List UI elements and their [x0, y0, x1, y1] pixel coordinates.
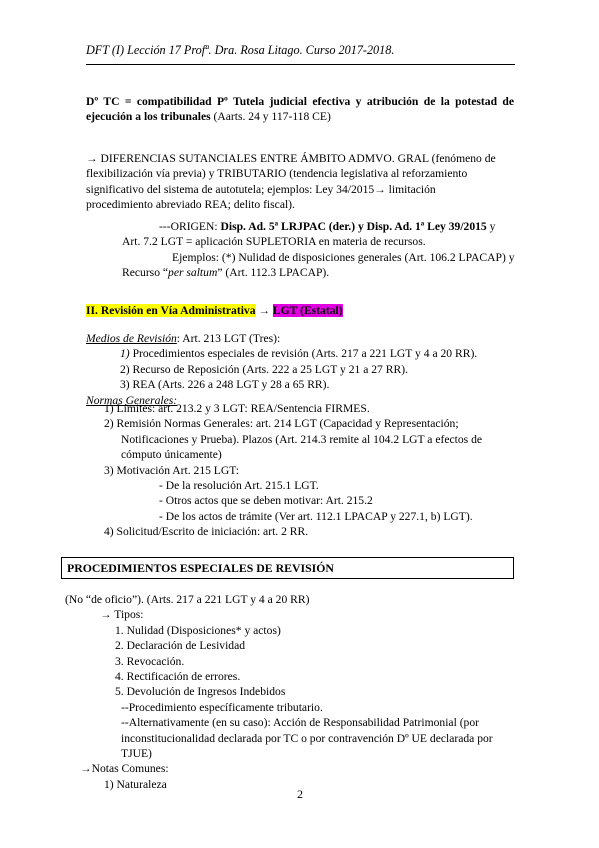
- origen-bold: Disp. Ad. 5ª LRJPAC (der.) y Disp. Ad. 1ª Ley 39/2015: [220, 220, 487, 233]
- normas-label: Normas Generales:: [86, 393, 178, 407]
- diferencias-paragraph: [86, 151, 516, 213]
- norma-1: 1) Límites: art. 213.2 y 3 LGT: REA/Sentencia FIRMES.: [104, 402, 370, 415]
- tipo-4: 4. Rectificación de errores.: [115, 670, 241, 684]
- tipos-heading: → Tipos:: [100, 608, 144, 622]
- procedimientos-intro: (No “de oficio”). (Arts. 217 a 221 LGT y 4 a 20 RR): [65, 593, 310, 606]
- ejemplos-recurso: Recurso “: [122, 266, 169, 280]
- motivacion-item-3: - De los actos de trámite (Ver art. 112.1 LPACAP y 227.1, b) LGT).: [159, 509, 473, 523]
- procedimientos-title-box: [61, 557, 514, 579]
- tipo-2: 2. Declaración de Lesividad: [115, 639, 246, 653]
- section-2-title: II. Revisión en Vía Administrativa: [86, 304, 256, 317]
- section-2-arrow: →: [255, 304, 273, 317]
- procedimientos-block: [65, 592, 520, 792]
- lgt-estatal-tag: LGT (Estatal): [272, 304, 343, 317]
- medios-text: : Art. 213 LGT (Tres):: [176, 332, 281, 345]
- devolucion-note-1: --Procedimiento específicamente tributario.: [121, 700, 323, 714]
- origen-block: [122, 219, 517, 281]
- medio-1-text: Procedimientos especiales de revisión (Arts. 217 a 221 LGT y 4 a 20 RR).: [129, 347, 478, 361]
- medio-3: 3) REA (Arts. 226 a 248 LGT y 28 a 65 RR).: [120, 378, 330, 392]
- norma-2-line-1: 2) Remisión Normas Generales: art. 214 LGT (Capacidad y Representación;: [104, 417, 459, 431]
- norma-4: 4) Solicitud/Escrito de iniciación: art. 2 RR.: [104, 525, 309, 539]
- devolucion-note-2-line-1: --Alternativamente (en su caso): Acción de Responsabilidad Patrimonial (por: [121, 716, 480, 730]
- tipo-3: 3. Revocación.: [115, 654, 185, 668]
- procedimientos-title: PROCEDIMIENTOS ESPECIALES DE REVISIÓN: [67, 561, 334, 575]
- tipo-1: 1. Nulidad (Disposiciones* y actos): [115, 623, 281, 637]
- ejemplos-line-1: Ejemplos: (*) Nulidad de disposiciones generales (Art. 106.2 LPACAP) y: [172, 250, 515, 264]
- normas-generales-list: [104, 401, 516, 540]
- norma-2-line-3: cómputo únicamente): [121, 448, 222, 462]
- notas-comunes-heading: →Notas Comunes:: [80, 762, 169, 776]
- origen-prefix: ---ORIGEN:: [159, 220, 221, 233]
- origen-line-2: Art. 7.2 LGT = aplicación SUPLETORIA en materia de recursos.: [122, 235, 426, 249]
- norma-3: 3) Motivación Art. 215 LGT:: [104, 463, 239, 477]
- tc-reference: (Aarts. 24 y 117-118 CE): [210, 110, 331, 124]
- diferencias-line-1: → DIFERENCIAS SUTANCIALES ENTRE ÁMBITO ADMVO. GRAL (fenómeno de: [86, 152, 496, 165]
- norma-2-line-2: Notificaciones y Prueba). Plazos (Art. 214.3 remite al 104.2 LGT a efectos de: [121, 432, 483, 446]
- header-rule: [86, 64, 515, 65]
- ejemplos-line-2: [122, 265, 517, 280]
- medios-label: Medios de Revisión: [86, 332, 177, 345]
- diferencias-line-4: procedimiento abreviado REA; delito fiscal).: [86, 198, 295, 212]
- page-header: DFT (I) Lección 17 Profª. Dra. Rosa Litago. Curso 2017-2018.: [86, 43, 395, 57]
- per-saltum-italic: per saltum: [168, 266, 218, 280]
- devolucion-note-2-line-3: TJUE): [121, 747, 152, 761]
- diferencias-line-2: flexibilización vía previa) y TRIBUTARIO (tendencia legislativa al reforzamiento: [86, 167, 468, 181]
- tc-bold-text: Dº TC = compatibilidad Pº Tutela judicial efectiva y atribución de la potestad de ejecución a los tribunales: [86, 95, 514, 124]
- origen-post: y: [486, 220, 496, 233]
- page-number: 2: [297, 787, 303, 801]
- naturaleza-item: 1) Naturaleza: [104, 777, 167, 791]
- devolucion-note-2-line-2: inconstitucionalidad declarada por TC o por contravención Dº UE declarada por: [121, 731, 493, 745]
- motivacion-item-1: - De la resolución Art. 215.1 LGT.: [159, 479, 319, 493]
- tipo-5: 5. Devolución de Ingresos Indebidos: [115, 685, 286, 699]
- medio-2: 2) Recurso de Reposición (Arts. 222 a 25 LGT y 21 a 27 RR).: [120, 362, 408, 376]
- medios-revision-block: [86, 331, 516, 408]
- ejemplos-ref: ” (Art. 112.3 LPACAP).: [217, 266, 330, 280]
- diferencias-line-3: significativo del sistema de autotutela; ejemplos: Ley 34/2015→ limitación: [86, 182, 436, 196]
- motivacion-item-2: - Otros actos que se deben motivar: Art. 215.2: [159, 494, 373, 508]
- tc-paragraph: [86, 94, 514, 125]
- medio-1-num: 1): [120, 347, 130, 361]
- section-2-heading: [86, 304, 343, 317]
